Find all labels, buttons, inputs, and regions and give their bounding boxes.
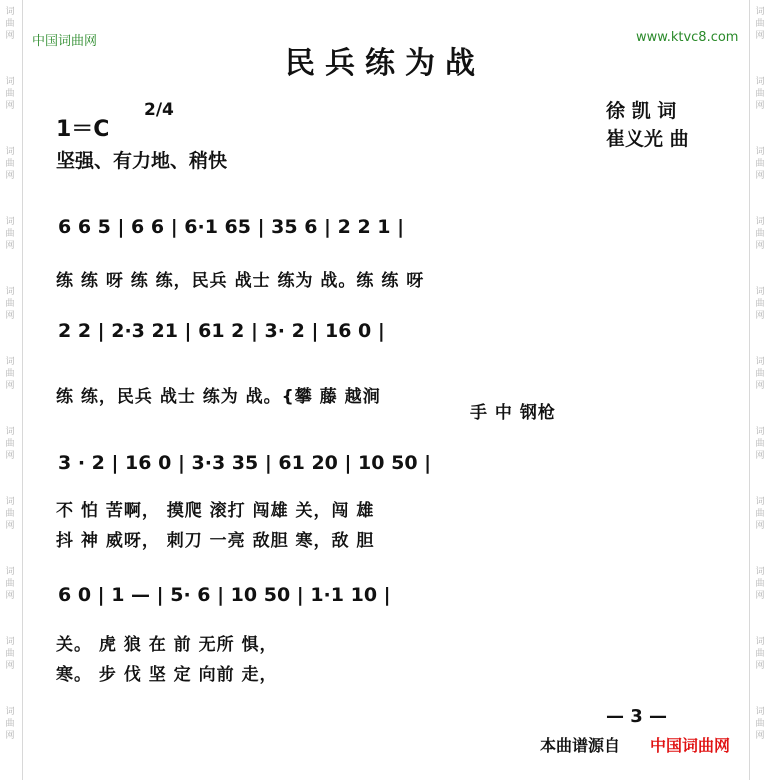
watermark-strip: 词 曲 网 bbox=[5, 217, 15, 251]
source-label: 本曲谱源自 bbox=[540, 736, 621, 755]
tempo-marking: 坚强、有力地、稍快 bbox=[56, 150, 228, 172]
source-site-link[interactable]: 中国词曲网 bbox=[650, 736, 731, 755]
watermark-strip: 词 曲 网 bbox=[5, 287, 15, 321]
watermark-strip: 词 曲 网 bbox=[755, 497, 765, 531]
watermark-strip: 词 曲 网 bbox=[755, 707, 765, 741]
notation-row-2: 2 2 | 2·3 21 | 61 2 | 3· 2 | 16 0 | bbox=[58, 320, 385, 342]
composer-credit: 崔义光 曲 bbox=[606, 128, 689, 150]
lyrics-row-2-verse-2: 手 中 钢枪 bbox=[470, 403, 556, 423]
key-signature: 1＝C bbox=[56, 117, 110, 142]
time-signature: 2/4 bbox=[144, 100, 174, 120]
watermark-strip: 词 曲 网 bbox=[5, 77, 15, 111]
watermark-strip: 词 曲 网 bbox=[5, 7, 15, 41]
watermark-strip: 词 曲 网 bbox=[755, 427, 765, 461]
watermark-strip: 词 曲 网 bbox=[5, 707, 15, 741]
watermark-strip: 词 曲 网 bbox=[5, 427, 15, 461]
watermark-strip: 词 曲 网 bbox=[755, 77, 765, 111]
watermark-strip: 词 曲 网 bbox=[755, 7, 765, 41]
notation-row-1: 6 6 5 | 6 6 | 6·1 65 | 35 6 | 2 2 1 | bbox=[58, 216, 405, 238]
song-title: 民兵练为战 bbox=[285, 46, 485, 81]
watermark-strip: 词 曲 网 bbox=[755, 287, 765, 321]
watermark-strip: 词 曲 网 bbox=[5, 357, 15, 391]
lyrics-row-2-verse-1: 练 练，民兵 战士 练为 战。{攀 藤 越涧 bbox=[56, 387, 381, 407]
site-name-left: 中国词曲网 bbox=[32, 34, 98, 49]
lyricist-credit: 徐 凯 词 bbox=[606, 100, 677, 122]
watermark-strip: 词 曲 网 bbox=[755, 147, 765, 181]
notation-row-4: 6 0 | 1 — | 5· 6 | 10 50 | 1·1 10 | bbox=[58, 584, 391, 606]
notation-row-3: 3 · 2 | 16 0 | 3·3 35 | 61 20 | 10 50 | bbox=[58, 452, 432, 474]
lyrics-row-3-verse-1: 不 怕 苦啊， 摸爬 滚打 闯雄 关，闯 雄 bbox=[56, 501, 375, 521]
site-url-right: www.ktvc8.com bbox=[636, 30, 739, 45]
lyrics-row-4-verse-1: 关。 虎 狼 在 前 无所 惧， bbox=[56, 635, 278, 655]
lyrics-row-3-verse-2: 抖 神 威呀， 刺刀 一亮 敌胆 寒，敌 胆 bbox=[56, 531, 375, 551]
watermark-strip: 词 曲 网 bbox=[755, 357, 765, 391]
watermark-strip: 词 曲 网 bbox=[755, 567, 765, 601]
page-number: — 3 — bbox=[606, 706, 668, 727]
lyrics-row-4-verse-2: 寒。 步 伐 坚 定 向前 走， bbox=[56, 665, 278, 685]
watermark-strip: 词 曲 网 bbox=[5, 147, 15, 181]
lyrics-row-1: 练 练 呀 练 练，民兵 战士 练为 战。练 练 呀 bbox=[56, 271, 425, 291]
watermark-strip: 词 曲 网 bbox=[5, 637, 15, 671]
watermark-strip: 词 曲 网 bbox=[5, 567, 15, 601]
watermark-strip: 词 曲 网 bbox=[755, 217, 765, 251]
watermark-strip: 词 曲 网 bbox=[755, 637, 765, 671]
watermark-strip: 词 曲 网 bbox=[5, 497, 15, 531]
